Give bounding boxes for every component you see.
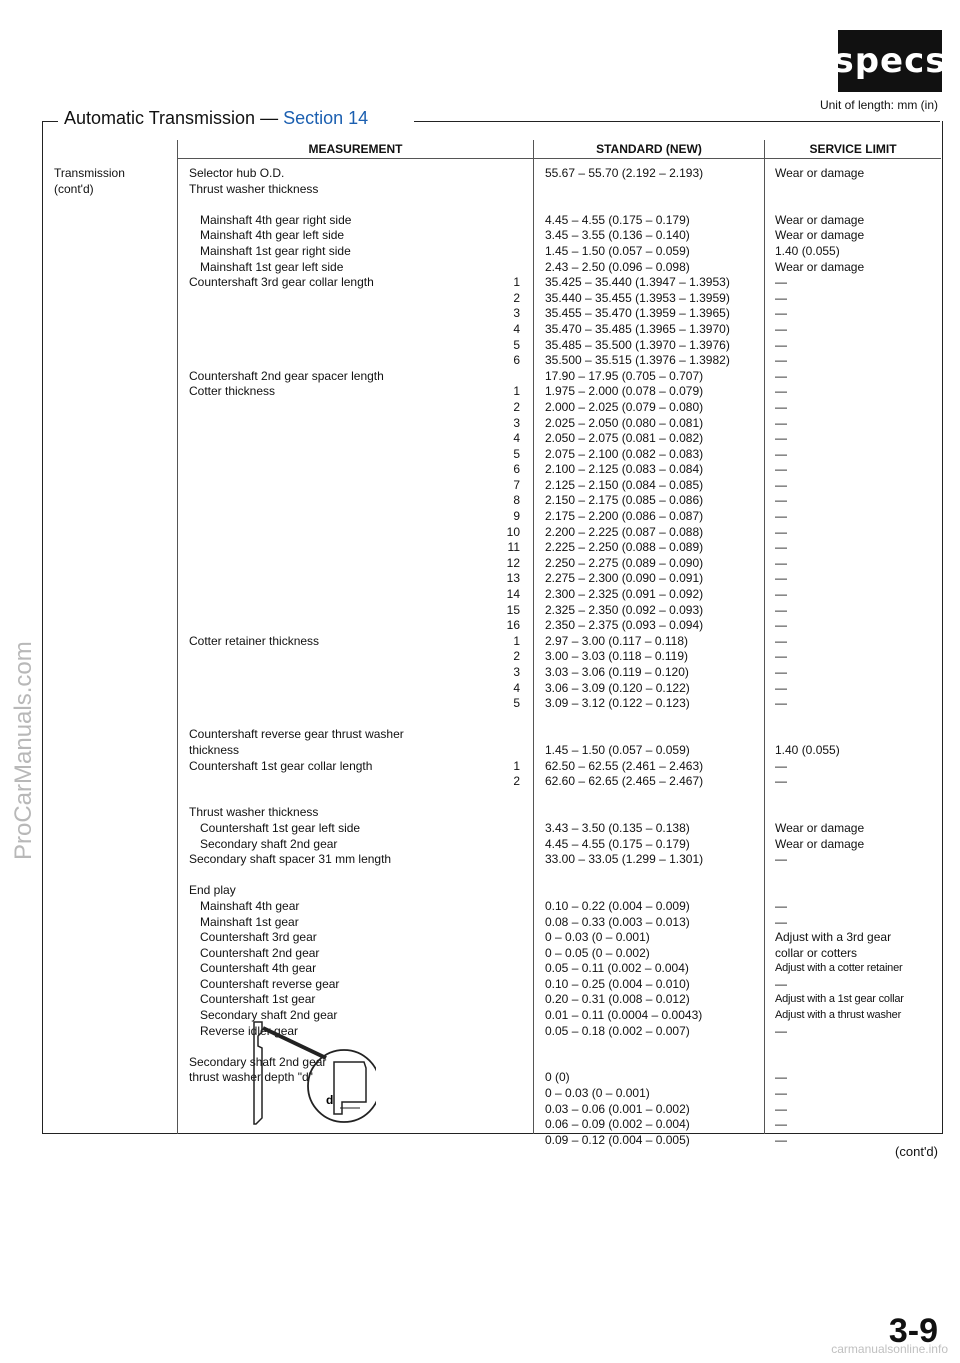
standard-cell	[545, 182, 760, 198]
index-cell: 6	[513, 353, 520, 368]
section-link[interactable]: Section 14	[283, 108, 369, 128]
standard-cell: 0 – 0.05 (0 – 0.002)	[545, 945, 650, 960]
standard-cell: 2.150 – 2.175 (0.085 – 0.086)	[545, 493, 704, 508]
measurement-cell	[189, 649, 489, 665]
measurement-cell	[189, 774, 489, 790]
index-cell: 3	[513, 415, 520, 430]
index-cell	[494, 821, 520, 837]
row-gap	[494, 1039, 520, 1055]
col-header-standard: STANDARD (NEW)	[596, 142, 702, 156]
col-header-limit: SERVICE LIMIT	[809, 142, 897, 156]
limit-cell: —	[775, 1086, 787, 1101]
index-cell	[494, 837, 520, 853]
limit-cell	[775, 182, 940, 198]
standard-cell: 35.455 – 35.470 (1.3959 – 1.3965)	[545, 306, 730, 321]
row-gap	[545, 197, 760, 213]
index-cell: 15	[506, 602, 520, 617]
col-header-measurement: MEASUREMENT	[308, 142, 403, 156]
measurement-cell	[189, 322, 489, 338]
measurement-cell	[189, 291, 489, 307]
measurement-cell: Countershaft 2nd gear spacer length	[189, 368, 384, 383]
measurement-cell: Countershaft reverse gear	[200, 976, 340, 991]
limit-cell: —	[775, 493, 787, 508]
limit-cell: —	[775, 509, 787, 524]
standard-cell: 35.485 – 35.500 (1.3970 – 1.3976)	[545, 337, 730, 352]
standard-cell: 0.10 – 0.25 (0.004 – 0.010)	[545, 976, 690, 991]
index-cell	[494, 1070, 520, 1086]
index-cell	[494, 228, 520, 244]
standard-cell: 35.425 – 35.440 (1.3947 – 1.3953)	[545, 275, 730, 290]
index-cell: 2	[513, 774, 520, 789]
limit-cell: 1.40 (0.055)	[775, 243, 840, 258]
index-cell	[494, 1008, 520, 1024]
limit-cell: —	[775, 540, 787, 555]
limit-cell: —	[775, 571, 787, 586]
standard-cell: 2.300 – 2.325 (0.091 – 0.092)	[545, 587, 704, 602]
index-cell	[494, 1133, 520, 1149]
standard-cell: 3.45 – 3.55 (0.136 – 0.140)	[545, 228, 690, 243]
index-cell: 1	[513, 275, 520, 290]
standard-cell	[545, 1055, 760, 1071]
divider	[533, 140, 534, 1134]
standard-cell: 0 – 0.03 (0 – 0.001)	[545, 1086, 650, 1101]
standard-cell: 3.00 – 3.03 (0.118 – 0.119)	[545, 649, 688, 664]
standard-cell: 35.440 – 35.455 (1.3953 – 1.3959)	[545, 290, 730, 305]
measurement-cell	[189, 431, 489, 447]
limit-cell: —	[775, 898, 787, 913]
limit-cell	[775, 805, 940, 821]
measurement-cell: thrust washer depth "d"	[189, 1070, 313, 1085]
limit-cell: —	[775, 446, 787, 461]
standard-cell: 0.05 – 0.11 (0.002 – 0.004)	[545, 961, 689, 976]
standard-cell: 33.00 – 33.05 (1.299 – 1.301)	[545, 852, 704, 867]
measurement-cell: Thrust washer thickness	[189, 181, 319, 196]
index-cell: 8	[513, 493, 520, 508]
limit-cell: —	[775, 680, 787, 695]
standard-cell: 2.250 – 2.275 (0.089 – 0.090)	[545, 555, 704, 570]
index-cell: 14	[506, 587, 520, 602]
row-gap	[775, 1039, 940, 1055]
limit-cell: —	[775, 321, 787, 336]
index-cell	[494, 743, 520, 759]
limit-cell: —	[775, 976, 787, 991]
row-gap	[494, 790, 520, 806]
index-cell	[494, 899, 520, 915]
row-gap	[189, 868, 489, 884]
limit-cell: —	[775, 1070, 787, 1085]
index-cell: 4	[513, 321, 520, 336]
measurement-cell: Mainshaft 1st gear left side	[200, 259, 344, 274]
index-cell	[494, 883, 520, 899]
standard-cell: 3.03 – 3.06 (0.119 – 0.120)	[545, 665, 689, 679]
limit-cell: Wear or damage	[775, 259, 865, 274]
limit-cell: —	[775, 477, 787, 492]
specs-tab: specs	[838, 30, 942, 92]
limit-cell: Wear or damage	[775, 820, 865, 835]
standard-cell	[545, 727, 760, 743]
standard-cell: 2.350 – 2.375 (0.093 – 0.094)	[545, 618, 704, 633]
index-cell: 3	[513, 306, 520, 321]
limit-cell: Wear or damage	[775, 228, 865, 243]
index-cell: 6	[513, 462, 520, 477]
index-cell: 13	[506, 571, 520, 586]
limit-cell: —	[775, 1117, 787, 1132]
limit-cell	[775, 1055, 940, 1071]
measurement-cell	[189, 353, 489, 369]
standard-cell: 2.075 – 2.100 (0.082 – 0.083)	[545, 446, 704, 461]
row-gap	[775, 868, 940, 884]
measurement-cell	[189, 618, 489, 634]
limit-cell: —	[775, 290, 787, 305]
index-cell	[494, 930, 520, 946]
measurement-cell: Secondary shaft spacer 31 mm length	[189, 852, 392, 867]
measurement-cell	[189, 571, 489, 587]
row-gap	[775, 197, 940, 213]
index-cell	[494, 244, 520, 260]
standard-cell: 4.45 – 4.55 (0.175 – 0.179)	[545, 836, 690, 851]
measurement-cell	[189, 478, 489, 494]
limit-cell: —	[775, 602, 787, 617]
standard-cell: 0 – 0.03 (0 – 0.001)	[545, 930, 650, 945]
limit-cell: —	[775, 1023, 787, 1038]
measurement-cell: Secondary shaft 2nd gear	[189, 1054, 327, 1069]
index-cell: 2	[513, 290, 520, 305]
title-text: Automatic Transmission —	[64, 108, 279, 128]
measurement-cell: Mainshaft 1st gear right side	[200, 243, 351, 258]
limit-cell: Adjust with a cotter retainer	[775, 962, 903, 975]
standard-cell: 1.45 – 1.50 (0.057 – 0.059)	[545, 742, 690, 757]
index-cell: 7	[513, 477, 520, 492]
standard-cell: 2.025 – 2.050 (0.080 – 0.081)	[545, 415, 704, 430]
row-gap	[775, 712, 940, 728]
limit-cell	[775, 727, 940, 743]
limit-cell: —	[775, 587, 787, 602]
limit-cell: —	[775, 462, 787, 477]
row-gap	[494, 712, 520, 728]
standard-cell: 0.10 – 0.22 (0.004 – 0.009)	[545, 898, 690, 913]
standard-cell: 3.06 – 3.09 (0.120 – 0.122)	[545, 680, 690, 695]
measurement-cell: Countershaft reverse gear thrust washer	[189, 727, 404, 742]
index-cell: 4	[513, 431, 520, 446]
standard-cell: 35.470 – 35.485 (1.3965 – 1.3970)	[545, 321, 730, 336]
measurement-cell	[189, 462, 489, 478]
index-cell	[494, 992, 520, 1008]
limit-cell: Adjust with a 1st gear collar	[775, 993, 904, 1006]
limit-cell: —	[775, 275, 787, 290]
measurement-column	[189, 166, 489, 1148]
index-cell: 5	[513, 446, 520, 461]
limit-cell: —	[775, 633, 787, 648]
measurement-cell	[189, 306, 489, 322]
measurement-cell: Countershaft 2nd gear	[200, 945, 320, 960]
index-cell	[494, 961, 520, 977]
standard-cell: 35.500 – 35.515 (1.3976 – 1.3982)	[545, 353, 730, 368]
index-cell	[494, 166, 520, 182]
measurement-cell	[189, 603, 489, 619]
standard-cell	[545, 805, 760, 821]
index-cell	[494, 213, 520, 229]
continued-note: (cont'd)	[895, 1144, 938, 1159]
standard-cell: 2.325 – 2.350 (0.092 – 0.093)	[545, 602, 704, 617]
index-cell: 10	[506, 524, 520, 539]
limit-cell: —	[775, 524, 787, 539]
limit-cell: —	[775, 399, 787, 414]
standard-cell: 2.225 – 2.250 (0.088 – 0.089)	[545, 540, 704, 555]
measurement-cell	[189, 696, 489, 712]
limit-cell: —	[775, 852, 787, 867]
measurement-cell: thickness	[189, 742, 240, 757]
section-label-line: (cont'd)	[54, 181, 94, 196]
measurement-cell: Mainshaft 1st gear	[200, 914, 299, 929]
standard-cell: 0.08 – 0.33 (0.003 – 0.013)	[545, 914, 690, 929]
limit-cell: —	[775, 353, 787, 368]
limit-cell: collar or cotters	[775, 945, 858, 960]
index-cell	[494, 260, 520, 276]
measurement-cell: Selector hub O.D.	[189, 166, 285, 180]
standard-cell: 55.67 – 55.70 (2.192 – 2.193)	[545, 166, 704, 180]
measurement-cell	[189, 665, 489, 681]
index-cell	[494, 915, 520, 931]
standard-cell: 0.20 – 0.31 (0.008 – 0.012)	[545, 992, 690, 1007]
index-cell: 1	[513, 758, 520, 773]
limit-cell: Adjust with a 3rd gear	[775, 930, 892, 945]
footer-watermark: carmanualsonline.info	[831, 1342, 948, 1356]
limit-cell: —	[775, 337, 787, 352]
measurement-cell	[189, 400, 489, 416]
measurement-cell	[189, 587, 489, 603]
measurement-cell: Thrust washer thickness	[189, 805, 319, 820]
row-gap	[545, 868, 760, 884]
measurement-cell: Countershaft 4th gear	[200, 961, 317, 976]
standard-cell: 0.03 – 0.06 (0.001 – 0.002)	[545, 1101, 690, 1116]
standard-cell: 2.275 – 2.300 (0.090 – 0.091)	[545, 571, 704, 586]
measurement-cell	[189, 416, 489, 432]
standard-cell: 2.97 – 3.00 (0.117 – 0.118)	[545, 633, 688, 648]
standard-cell: 62.50 – 62.55 (2.461 – 2.463)	[545, 758, 704, 773]
limit-cell: —	[775, 368, 787, 383]
limit-cell: —	[775, 649, 787, 664]
measurement-cell	[189, 509, 489, 525]
index-cell: 3	[513, 665, 520, 679]
index-cell	[494, 727, 520, 743]
limit-cell: —	[775, 914, 787, 929]
standard-column	[545, 166, 760, 1148]
measurement-cell	[189, 556, 489, 572]
measurement-cell	[189, 540, 489, 556]
limit-cell: —	[775, 758, 787, 773]
index-cell	[494, 805, 520, 821]
limit-cell: —	[775, 1132, 787, 1147]
index-cell: 16	[506, 618, 520, 633]
standard-cell: 3.43 – 3.50 (0.135 – 0.138)	[545, 820, 690, 835]
standard-cell: 2.100 – 2.125 (0.083 – 0.084)	[545, 462, 704, 477]
index-cell	[494, 369, 520, 385]
header-underline	[533, 158, 764, 159]
measurement-cell: Countershaft 3rd gear collar length	[189, 275, 374, 290]
limit-cell: —	[775, 696, 787, 711]
side-watermark: ProCarManuals.com	[10, 641, 37, 860]
index-cell: 1	[513, 384, 520, 399]
measurement-cell: Reverse idler gear	[200, 1023, 299, 1038]
thrust-washer-diagram	[246, 1018, 376, 1133]
index-cell: 2	[513, 399, 520, 414]
standard-cell: 62.60 – 62.65 (2.465 – 2.467)	[545, 774, 704, 789]
standard-cell: 4.45 – 4.55 (0.175 – 0.179)	[545, 212, 690, 227]
row-gap	[545, 1039, 760, 1055]
limit-column	[775, 166, 940, 1148]
measurement-cell	[189, 681, 489, 697]
index-cell	[494, 852, 520, 868]
measurement-cell: Secondary shaft 2nd gear	[200, 1008, 338, 1023]
standard-cell: 2.200 – 2.225 (0.087 – 0.088)	[545, 524, 704, 539]
index-cell	[494, 946, 520, 962]
measurement-cell: Secondary shaft 2nd gear	[200, 836, 338, 851]
index-cell: 9	[513, 509, 520, 524]
standard-cell: 2.000 – 2.025 (0.079 – 0.080)	[545, 399, 704, 414]
row-gap	[494, 868, 520, 884]
measurement-cell: Countershaft 1st gear left side	[200, 820, 361, 835]
index-cell	[494, 1024, 520, 1040]
washer-depth-illustration	[246, 1018, 376, 1128]
standard-cell: 0.09 – 0.12 (0.004 – 0.005)	[545, 1132, 690, 1147]
standard-cell: 3.09 – 3.12 (0.122 – 0.123)	[545, 696, 690, 711]
index-cell: 5	[513, 696, 520, 711]
page-number: 3-9	[888, 1312, 938, 1350]
measurement-cell: Countershaft 1st gear	[200, 992, 316, 1007]
limit-cell: —	[775, 431, 787, 446]
measurement-cell: Cotter thickness	[189, 384, 276, 399]
index-cell	[494, 977, 520, 993]
measurement-cell: Mainshaft 4th gear right side	[200, 212, 352, 227]
standard-cell: 0.06 – 0.09 (0.002 – 0.004)	[545, 1117, 690, 1132]
row-gap	[494, 197, 520, 213]
standard-cell: 0.01 – 0.11 (0.0004 – 0.0043)	[545, 1008, 703, 1023]
depth-label-d: d	[326, 1093, 334, 1107]
divider	[764, 140, 765, 1134]
standard-cell: 2.175 – 2.200 (0.086 – 0.087)	[545, 509, 704, 524]
limit-cell: Wear or damage	[775, 836, 865, 851]
header-underline	[764, 158, 941, 159]
row-gap	[545, 712, 760, 728]
index-cell: 2	[513, 649, 520, 664]
limit-cell: 1.40 (0.055)	[775, 742, 840, 757]
standard-cell: 17.90 – 17.95 (0.705 – 0.707)	[545, 368, 704, 383]
row-gap	[189, 197, 489, 213]
limit-cell: Wear or damage	[775, 166, 865, 180]
index-cell: 5	[513, 337, 520, 352]
row-gap	[189, 790, 489, 806]
measurement-cell: Mainshaft 4th gear	[200, 898, 300, 913]
standard-cell: 2.125 – 2.150 (0.084 – 0.085)	[545, 477, 704, 492]
index-cell	[494, 1102, 520, 1118]
measurement-cell	[189, 525, 489, 541]
limit-cell: Wear or damage	[775, 212, 865, 227]
index-cell	[494, 1055, 520, 1071]
limit-cell: —	[775, 555, 787, 570]
standard-cell	[545, 883, 760, 899]
index-cell: 4	[513, 680, 520, 695]
measurement-cell: End play	[189, 883, 236, 898]
index-cell: 1	[513, 633, 520, 648]
limit-cell: —	[775, 1101, 787, 1116]
standard-cell: 1.45 – 1.50 (0.057 – 0.059)	[545, 243, 690, 258]
section-label	[54, 166, 125, 197]
section-label-line: Transmission	[54, 166, 125, 180]
index-cell	[494, 1086, 520, 1102]
index-cell: 12	[506, 555, 520, 570]
standard-cell: 0.05 – 0.18 (0.002 – 0.007)	[545, 1023, 690, 1038]
measurement-cell: Cotter retainer thickness	[189, 633, 320, 648]
row-gap	[189, 712, 489, 728]
index-cell	[494, 182, 520, 198]
measurement-cell	[189, 338, 489, 354]
limit-cell: —	[775, 774, 787, 789]
index-cell	[494, 1117, 520, 1133]
limit-cell: —	[775, 618, 787, 633]
measurement-cell: Mainshaft 4th gear left side	[200, 228, 345, 243]
measurement-cell: Countershaft 1st gear collar length	[189, 758, 373, 773]
unit-note: Unit of length: mm (in)	[819, 98, 938, 112]
row-gap	[775, 790, 940, 806]
limit-cell: —	[775, 415, 787, 430]
limit-cell: Adjust with a thrust washer	[775, 1009, 902, 1022]
row-gap	[545, 790, 760, 806]
standard-cell: 2.050 – 2.075 (0.081 – 0.082)	[545, 431, 704, 446]
divider	[177, 140, 178, 1134]
limit-cell: —	[775, 306, 787, 321]
limit-cell: —	[775, 665, 787, 679]
limit-cell: —	[775, 384, 787, 399]
index-column	[494, 166, 520, 1148]
standard-cell: 0 (0)	[545, 1070, 570, 1085]
index-cell: 11	[507, 540, 520, 555]
standard-cell: 2.43 – 2.50 (0.096 – 0.098)	[545, 259, 690, 274]
limit-cell	[775, 883, 940, 899]
measurement-cell: Countershaft 3rd gear	[200, 930, 317, 945]
standard-cell: 1.975 – 2.000 (0.078 – 0.079)	[545, 384, 704, 399]
measurement-cell	[189, 493, 489, 509]
measurement-cell	[189, 1133, 489, 1149]
header-underline	[177, 158, 533, 159]
measurement-cell	[189, 447, 489, 463]
